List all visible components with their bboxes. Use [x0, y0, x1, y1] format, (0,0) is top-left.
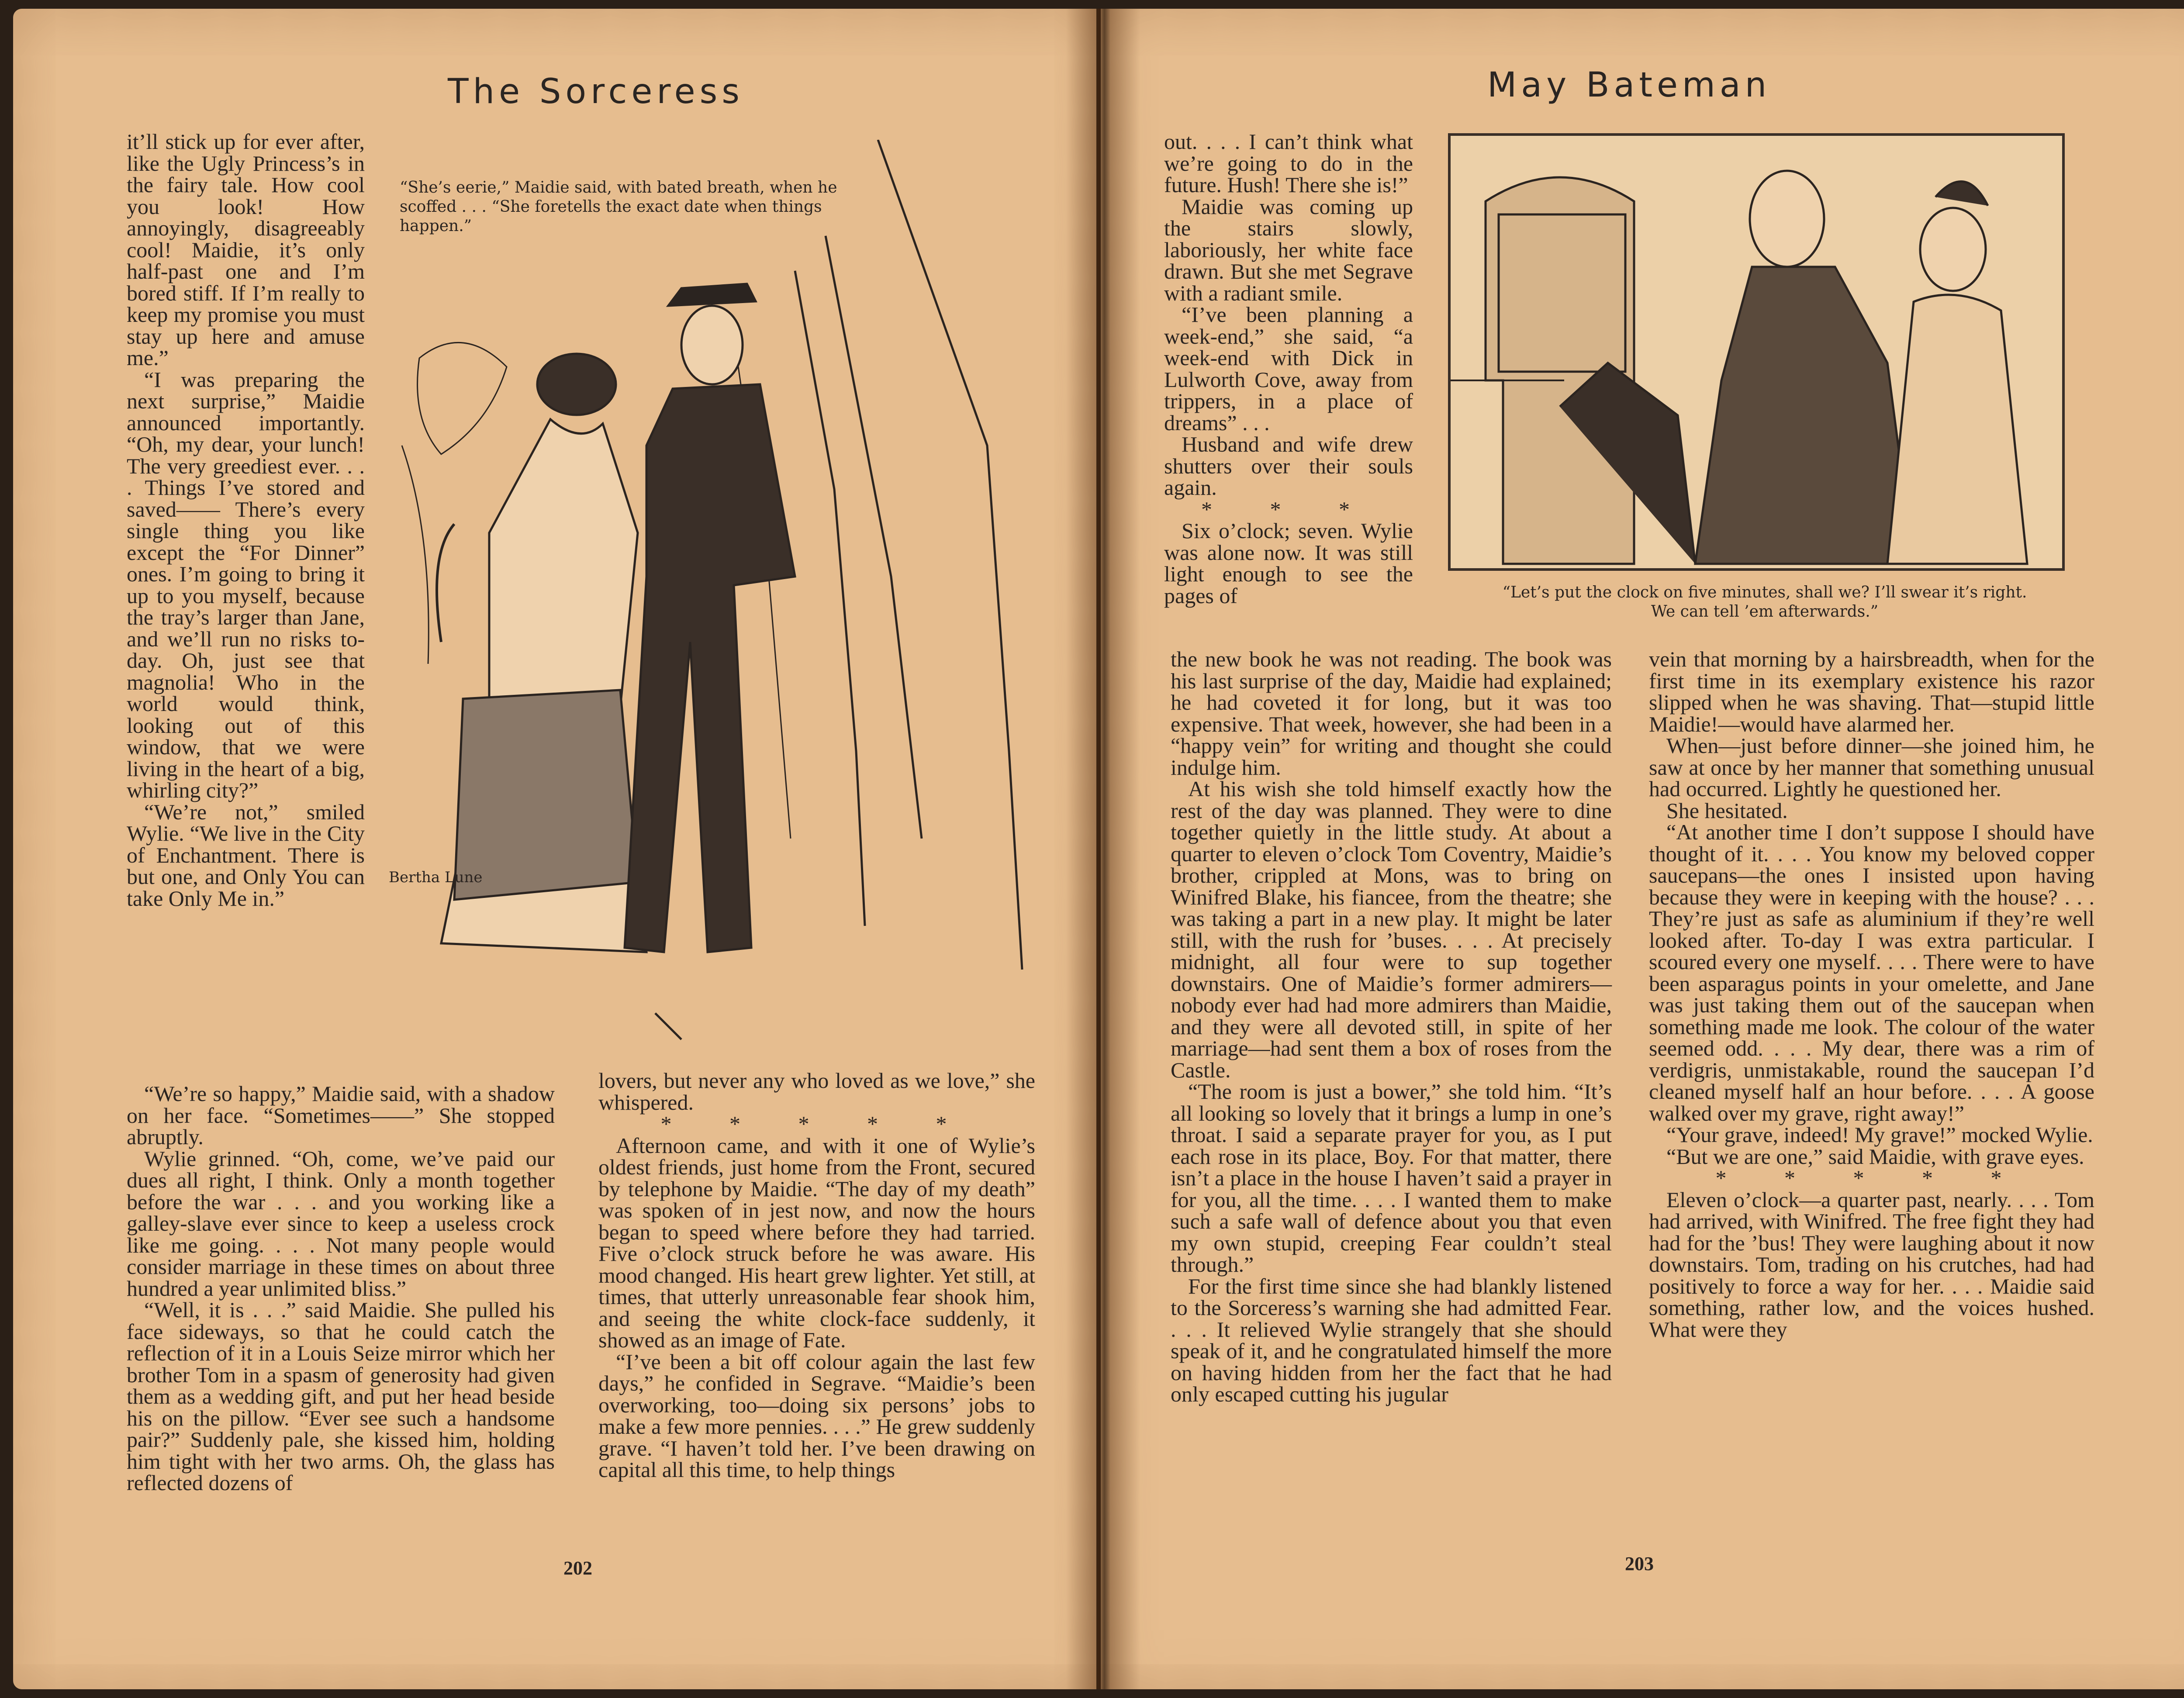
- man-figure: [625, 284, 795, 1039]
- paragraph: “I’ve been a bit off colour again the last few days,” he confided in Segrave. “Maidie’s been overworking, too—doing six persons’ jobs to make a few more pennies. . . .” He grew suddenly grave. “I haven’t told her. I’ve been drawing on capital all this time, to help things: [598, 1349, 1035, 1482]
- illustration-couple-left: [376, 140, 1053, 1066]
- paragraph: “We’re so happy,” Maidie said, with a shadow on her face. “Sometimes——” She stopped abruptly.: [127, 1081, 555, 1149]
- left-column-1: [127, 131, 365, 909]
- artist-signature: Bertha Lune: [389, 869, 483, 886]
- section-break: * * * * *: [660, 1111, 973, 1136]
- paragraph: vein that morning by a hairsbreadth, when for the first time in its exemplary existence his razor slipped when he was shaving. That—stupid little Maidie!—would have alarmed her.: [1649, 647, 2094, 736]
- paragraph: lovers, but never any who loved as we love,” she whispered.: [598, 1068, 1035, 1115]
- right-column-1-top: [1164, 131, 1413, 607]
- section-break: * * *: [1201, 497, 1376, 521]
- illustration-clock-scene: [1451, 136, 2062, 568]
- paragraph: For the first time since she had blankly listened to the Sorceress’s warning she had admitted Fear. . . . It relieved Wylie strangely that she should speak of it, and he congratulated himself the more on having hidden from her the fact that he had only escaped cutting his jugular: [1171, 1274, 1612, 1406]
- right-column-2: [1649, 649, 2094, 1340]
- paragraph: “At another time I don’t suppose I should have thought of it. . . . You know my beloved copper saucepans—the ones I insisted upon having because they were in keeping with the house? . . . They’re just as safe as aluminium if they’re well looked after. To-day I was extra particular. I scoured every one myself. . . . There were to have been asparagus points in your omelette, and Jane was just taking them out of the saucepan when something made me look. The colour of the water seemed odd. . . . My dear, there was a rim of verdigris, unmistakable, round the saucepan I’d cleaned myself half an hour before. . . . A goose walked over my grave, right away!”: [1649, 820, 2094, 1125]
- paragraph: She hesitated.: [1666, 798, 1788, 823]
- paragraph: Maidie was coming up the stairs slowly, laboriously, her white face drawn. But she met Segrave with a radiant smile.: [1164, 194, 1413, 305]
- paragraph: “But we are one,” said Maidie, with grave eyes.: [1666, 1144, 2084, 1169]
- running-head-right: May Bateman: [1487, 66, 1771, 105]
- paragraph: Eleven o’clock—a quarter past, nearly. . . . Tom had arrived, with Winifred. The free fight they had had for the ’bus! They were laughing about it now downstairs. Tom, trading on his crutches, had had positively to force a way for her. . . . Maidie said something, rather low, and the voices hushed. What were they: [1649, 1187, 2094, 1342]
- paragraph: “We’re not,” smiled Wylie. “We live in the City of Enchantment. There is but one, and Only You can take Only Me in.”: [127, 799, 365, 911]
- paragraph: “Well, it is . . .” said Maidie. She pulled his face sideways, so that he could catch the reflection of it in a Louis Seize mirror which her brother Tom in a spasm of generosity had given them as a wedding gift, and put her head beside his on the pillow. “Ever see such a handsome pair?” Suddenly pale, she kissed him, holding him tight with her two arms. Oh, the glass has reflected dozens of: [127, 1298, 555, 1495]
- illustration-caption-right: “Let’s put the clock on five minutes, shall we? I’ll swear it’s right. We can tell ’em afterwards.”: [1502, 583, 2027, 621]
- running-head-left: The Sorceress: [448, 72, 744, 111]
- paragraph: the new book he was not reading. The book was his last surprise of the day, Maidie had explained; he had coveted it for long, but it was too expensive. That week, however, she had been in a “happy vein” for writing and thought she could indulge him.: [1171, 647, 1612, 780]
- paragraph: it’ll stick up for ever after, like the Ugly Princess’s in the fairy tale. How cool you look! How annoyingly, disagreeably cool! Maidie, it’s only half-past one and I’m bored stiff. If I’m really to keep my promise you must stay up here and amuse me.”: [127, 129, 365, 370]
- paragraph: Husband and wife drew shutters over their souls again.: [1164, 432, 1413, 500]
- paragraph: Six o’clock; seven. Wylie was alone now. It was still light enough to see the pages of: [1164, 518, 1413, 608]
- page-number-left: 202: [563, 1557, 592, 1579]
- left-column-2: [598, 1070, 1035, 1481]
- book-gutter: [1066, 9, 1140, 1689]
- paragraph: Wylie grinned. “Oh, come, we’ve paid our dues all right, I think. Only a month together before the war . . . and you working like a galley-slave ever since to keep a useless crock like me going. . . . Not many people would consider marriage in these times on about three hundred a year unlimited bliss.”: [127, 1146, 555, 1301]
- paragraph: out. . . . I can’t think what we’re going to do in the future. Hush! There she is!”: [1164, 129, 1413, 197]
- woman-figure: [437, 354, 646, 952]
- right-column-1-bottom: [1171, 649, 1612, 1405]
- page-number-right: 203: [1625, 1553, 1654, 1574]
- paragraph: “I’ve been planning a week-end,” she said, “a week-end with Dick in Lulworth Cove, away from trippers, in a place of dreams” . . .: [1164, 302, 1413, 435]
- paragraph: At his wish she told himself exactly how the rest of the day was planned. They were to dine together quietly in the little study. At about a quarter to eleven o’clock Tom Coventry, Maidie’s brother, crippled at Mons, was to bring on Winifred Blake, his fiancee, from the theatre; she was taking a part in a new play. It might be later still, with the rush for ’buses. . . . At precisely midnight, all four were to sup together downstairs. One of Maidie’s former admirers—nobody ever had had more admirers than Maidie, and they were all devoted still, in spite of her marriage—had sent them a box of roses from the Castle.: [1171, 777, 1612, 1082]
- illustration-frame-right: [1448, 133, 2065, 571]
- paragraph: “I was preparing the next surprise,” Maidie announced importantly. “Oh, my dear, your lunch! The very greediest ever. . . . Things I’ve stored and saved—— There’s every single thing you like except the “For Dinner” ones. I’m going to bring it up to you myself, because the tray’s larger than Jane, and we’ll run no risks to-day. Oh, just see that magnolia! Who in the world would think, looking out of this window, that we were living in the heart of a big, whirling city?”: [127, 367, 365, 802]
- section-break: * * * * *: [1715, 1166, 2028, 1190]
- paragraph: “The room is just a bower,” she told him. “It’s all looking so lovely that it brings a lump in one’s throat. I said a separate prayer for you, as I put each rose in its place, Boy. For that matter, there isn’t a place in the house I haven’t said a prayer in for you, all the time. . . . I wanted them to make such a safe wall of defence about you that even my own stupid, creeping Fear couldn’t steal through.”: [1171, 1079, 1612, 1277]
- illustration-caption-left: “She’s eerie,” Maidie said, with bated breath, when he scoffed . . . “She foretells the exact date when things happen.”: [400, 179, 837, 235]
- left-column-1-lower: [127, 1083, 555, 1494]
- paragraph: Afternoon came, and with it one of Wylie’s oldest friends, just home from the Front, secured by telephone by Maidie. “The day of my death” was spoken of in jest now, and now the hours began to speed where before they had tarried. Five o’clock struck before he was aware. His mood changed. His heart grew lighter. Yet still, at times, that utterly unreasonable fear shook him, and seeing the white clock-face suddenly, it showed as an image of Fate.: [598, 1133, 1035, 1352]
- paragraph: “Your grave, indeed! My grave!” mocked Wylie.: [1666, 1122, 2093, 1147]
- paragraph: When—just before dinner—she joined him, he saw at once by her manner that something unusual had occurred. Lightly he questioned her.: [1649, 733, 2094, 801]
